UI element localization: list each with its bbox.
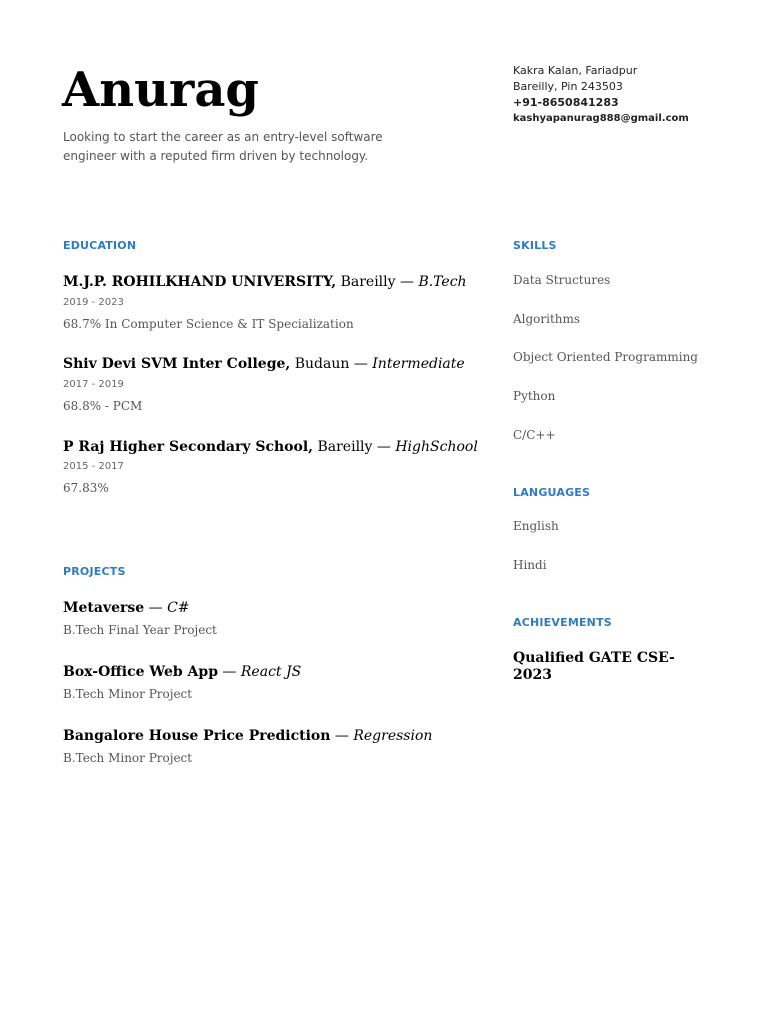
project-name: Bangalore House Price Prediction <box>63 728 331 744</box>
project-separator: — <box>217 664 241 680</box>
contact-block <box>513 63 753 127</box>
language-item: English <box>513 519 559 533</box>
degree-name: B.Tech <box>418 274 467 290</box>
project-detail: B.Tech Minor Project <box>63 751 193 765</box>
project-tech: Regression <box>353 728 433 744</box>
degree-name: HighSchool <box>395 439 478 455</box>
school-name: M.J.P. ROHILKHAND UNIVERSITY, <box>63 274 337 290</box>
school-location: Budaun — <box>290 356 373 372</box>
education-dates: 2015 - 2017 <box>63 461 124 472</box>
skill-item: C/C++ <box>513 428 556 442</box>
career-objective: Looking to start the career as an entry-level software engineer with a reputed firm driven by technology. <box>63 130 383 163</box>
project-title <box>63 664 301 680</box>
project-tech: React JS <box>240 664 302 680</box>
project-title <box>63 728 432 744</box>
achievement-item: Qualified GATE CSE-2023 <box>513 650 675 683</box>
skill-item: Python <box>513 389 556 403</box>
education-entry-title <box>63 439 478 455</box>
project-name: Box-Office Web App <box>63 664 218 680</box>
degree-name: Intermediate <box>372 356 465 372</box>
education-dates: 2019 - 2023 <box>63 297 124 308</box>
education-detail: 67.83% <box>63 481 109 495</box>
email-address: kashyapanurag888@gmail.com <box>513 113 689 124</box>
school-location: Bareilly — <box>336 274 419 290</box>
education-heading: EDUCATION <box>63 239 137 252</box>
resume-name: Anurag <box>62 62 259 118</box>
education-detail: 68.7% In Computer Science & IT Specialization <box>63 317 354 331</box>
project-title <box>63 600 190 616</box>
education-entry-title <box>63 356 465 372</box>
project-detail: B.Tech Minor Project <box>63 687 193 701</box>
language-item: Hindi <box>513 558 547 572</box>
address-line-1: Kakra Kalan, Fariadpur <box>513 64 638 77</box>
skills-heading: SKILLS <box>513 239 557 252</box>
project-detail: B.Tech Final Year Project <box>63 623 217 637</box>
school-name: Shiv Devi SVM Inter College, <box>63 356 291 372</box>
projects-heading: PROJECTS <box>63 565 126 578</box>
address-line-2: Bareilly, Pin 243503 <box>513 80 623 93</box>
education-detail: 68.8% - PCM <box>63 399 143 413</box>
skill-item: Algorithms <box>513 312 581 326</box>
project-tech: C# <box>167 600 190 616</box>
school-location: Bareilly — <box>313 439 396 455</box>
project-separator: — <box>144 600 168 616</box>
skill-item: Data Structures <box>513 273 611 287</box>
education-dates: 2017 - 2019 <box>63 379 124 390</box>
project-separator: — <box>330 728 354 744</box>
project-name: Metaverse <box>63 600 145 616</box>
skill-item: Object Oriented Programming <box>513 350 698 364</box>
education-entry-title <box>63 274 467 290</box>
languages-heading: LANGUAGES <box>513 486 591 499</box>
school-name: P Raj Higher Secondary School, <box>63 439 314 455</box>
phone-number: +91-8650841283 <box>513 96 619 109</box>
achievements-heading: ACHIEVEMENTS <box>513 616 612 629</box>
